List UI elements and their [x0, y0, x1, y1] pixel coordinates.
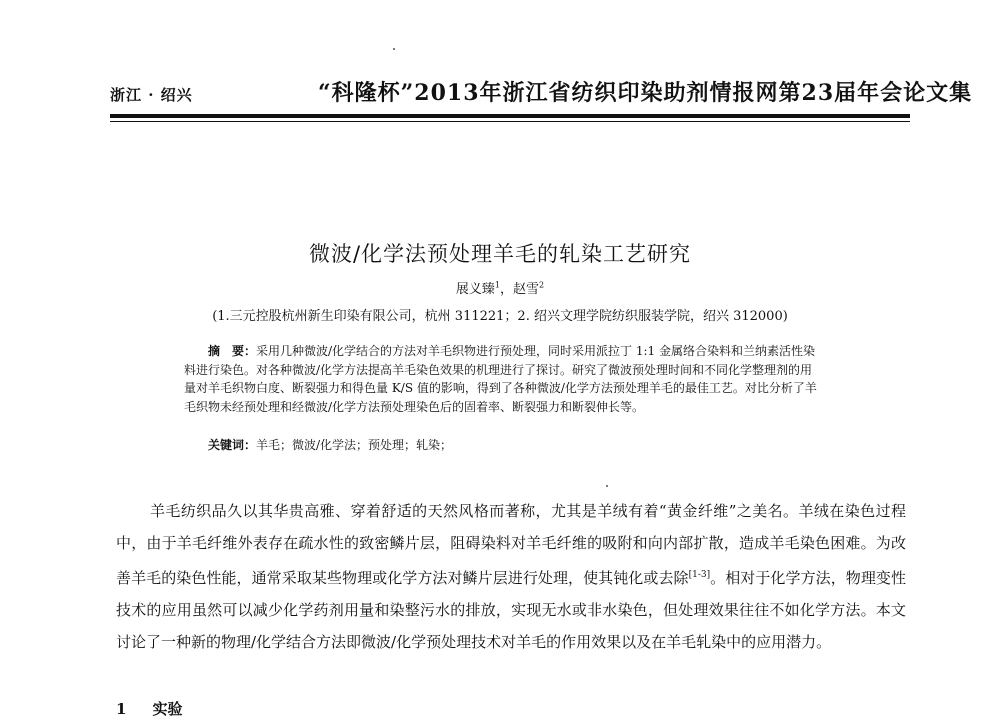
section-number: 1 — [116, 700, 127, 718]
header-location: 浙江 · 绍兴 — [110, 86, 193, 104]
affiliations: (1.三元控股杭州新生印染有限公司，杭州 311221；2. 绍兴文理学院纺织服装学院，绍兴 312000) — [212, 309, 788, 324]
author-2: 赵雪 — [513, 282, 540, 297]
abstract-text: 采用几种微波/化学结合的方法对羊毛织物进行预处理，同时采用派拉丁 1:1 金属络合染料和兰纳素活性染料进行染色。对各种微波/化学方法提高羊毛染色效果的机理进行了探讨。研究了微波预处理时间和不同化学整理剂的用量对羊毛织物白度、断裂强力和得色量 K/S 值的影响，得到了各种微波/化学方法预处理羊毛的最佳工艺。对比分析了羊毛织物未经预处理和经微波/化学方法预处理染色后的固着率、断裂强力和断裂伸长等。 — [184, 344, 817, 414]
citation-ref: [1-3] — [688, 570, 711, 580]
header-proceedings-title: “科隆杯”2013年浙江省纺织印染助剂情报网第23届年会论文集 — [318, 80, 973, 106]
keywords-text: 羊毛；微波/化学法；预处理；轧染； — [256, 438, 453, 452]
abstract-label: 摘 要： — [208, 344, 257, 358]
body-text-part2: 。相对于化学方法，物理变性技术的应用虽然可以减少化学药剂用量和染整污水的排放，实现无水或非水染色，但处理效果往往不如化学方法。本文讨论了一种新的物理/化学结合方法即微波/化学预处理技术对羊毛的作用效果以及在羊毛轧染中的应用潜力。 — [116, 569, 906, 651]
scan-speck — [393, 48, 395, 50]
scan-speck — [606, 485, 608, 487]
author-2-affil-mark: 2 — [539, 280, 545, 290]
paper-title: 微波/化学法预处理羊毛的轧染工艺研究 — [308, 242, 692, 266]
author-line — [0, 278, 1000, 297]
header-rule-thick — [110, 114, 910, 118]
body-text-part1: 羊毛纺织品久以其华贵高雅、穿着舒适的天然风格而著称，尤其是羊绒有着“黄金纤维”之美名。羊绒在染色过程中，由于羊毛纤维外表存在疏水性的致密鳞片层，阻碍染料对羊毛纤维的吸附和向内部扩散，造成羊毛染色困难。为改善羊毛的染色性能，通常采取某些物理或化学方法对鳞片层进行处理，使其钝化或去除 — [116, 502, 906, 587]
header-rule-thin — [110, 121, 910, 122]
abstract — [184, 342, 824, 416]
section-title: 实验 — [152, 700, 183, 718]
author-1-affil-mark: 1 — [494, 280, 500, 290]
body-paragraph — [116, 495, 906, 658]
keywords-label: 关键词： — [208, 438, 257, 452]
author-separator: ， — [499, 282, 513, 297]
author-1: 展义臻 — [455, 282, 495, 297]
keywords — [208, 436, 452, 453]
